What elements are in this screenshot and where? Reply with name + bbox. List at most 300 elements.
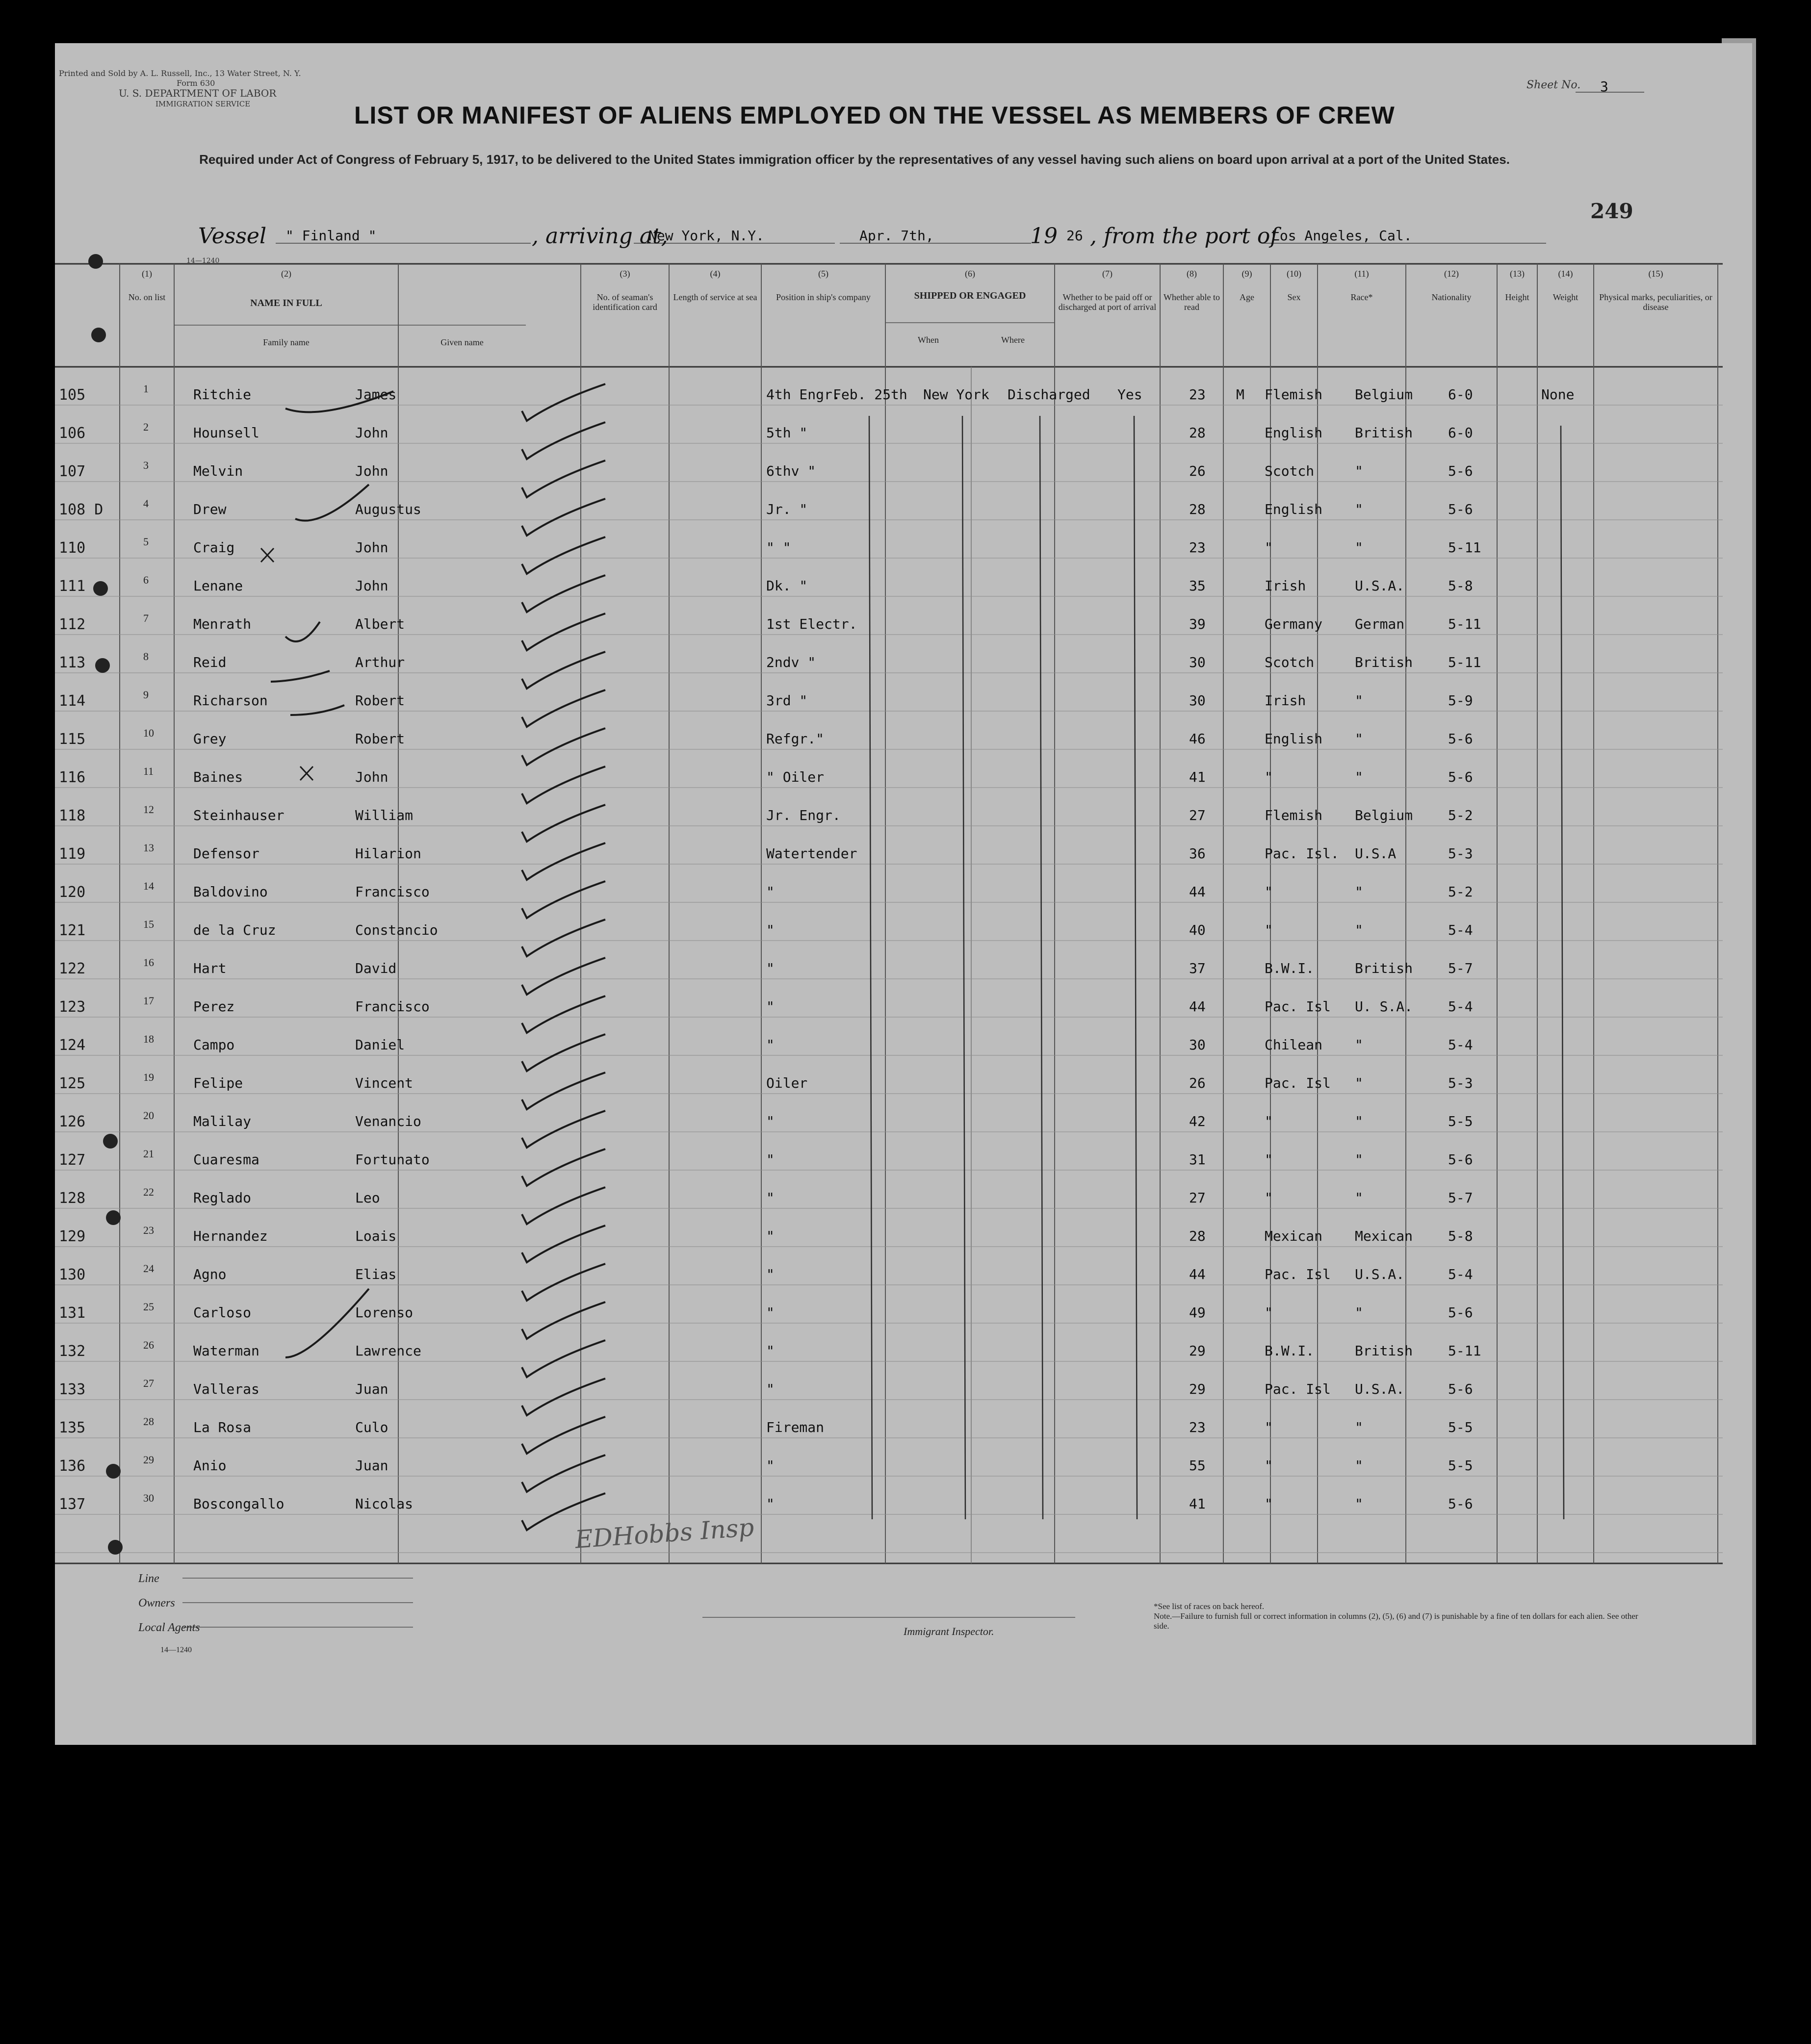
cell-given-name: Venancio [355, 1113, 421, 1129]
cell-age: 42 [1189, 1113, 1206, 1129]
check-mark-icon [522, 1149, 605, 1186]
cell-age: 46 [1189, 731, 1206, 747]
cell-position: " [766, 1228, 775, 1244]
column-number: (7) [1102, 269, 1112, 279]
cell-height: 5-7 [1448, 1190, 1473, 1206]
arrival-date: Apr. 7th, [859, 228, 934, 244]
cell-race: Mexican [1265, 1228, 1323, 1244]
cell-race: Germany [1265, 616, 1323, 632]
cell-age: 27 [1189, 807, 1206, 823]
check-mark-icon [285, 622, 320, 641]
cell-nationality: U.S.A [1355, 845, 1397, 862]
check-mark-icon [522, 613, 605, 650]
cell-nationality: U. S.A. [1355, 998, 1413, 1015]
column-number: (4) [710, 269, 721, 279]
cell-position: " [766, 1266, 775, 1282]
inspector-label: Immigrant Inspector. [904, 1625, 994, 1637]
column-number: (14) [1558, 269, 1573, 279]
cell-position: " [766, 998, 775, 1015]
cell-height: 5-11 [1448, 1343, 1481, 1359]
cell-height: 5-2 [1448, 884, 1473, 900]
cell-given-name: Loais [355, 1228, 397, 1244]
cell-list-number: 2 [143, 421, 149, 433]
cell-height: 5-6 [1448, 1381, 1473, 1397]
column-header: Sex [1287, 292, 1301, 302]
cell-given-name: Constancio [355, 922, 438, 938]
cell-given-name: Augustus [355, 501, 421, 517]
column-header: Weight [1552, 292, 1578, 302]
cell-race: " [1265, 539, 1273, 556]
cell-race: Flemish [1265, 386, 1323, 403]
cell-position: " [766, 1457, 775, 1474]
cell-list-number: 21 [143, 1148, 154, 1160]
check-mark-icon [522, 652, 605, 689]
cell-age: 44 [1189, 998, 1206, 1015]
column-header: Position in ship's company [776, 292, 871, 302]
cell-family-name: Reid [193, 654, 227, 670]
check-mark-icon [522, 766, 605, 803]
cell-margin-number: 123 [59, 998, 86, 1016]
cell-list-number: 19 [143, 1071, 154, 1083]
column-header: No. on list [128, 292, 166, 302]
cell-race: Pac. Isl [1265, 1381, 1331, 1397]
cell-family-name: Hounsell [193, 425, 259, 441]
cell-margin-number: 110 [59, 539, 86, 557]
cell-list-number: 16 [143, 956, 154, 969]
cell-list-number: 15 [143, 918, 154, 930]
check-mark-icon [522, 1226, 605, 1262]
punch-hole [88, 254, 103, 269]
cell-height: 5-3 [1448, 1075, 1473, 1091]
cell-position: Dk. " [766, 578, 808, 594]
cell-list-number: 26 [143, 1339, 154, 1351]
cell-nationality: " [1355, 1113, 1363, 1129]
check-mark-icon [522, 1302, 605, 1339]
sheet-number: 3 [1600, 78, 1608, 95]
cell-sex: M [1236, 386, 1244, 403]
from-label: , from the port of [1090, 224, 1278, 249]
cell-age: 28 [1189, 425, 1206, 441]
cell-list-number: 28 [143, 1415, 154, 1428]
cell-list-number: 25 [143, 1301, 154, 1313]
cell-nationality: " [1355, 769, 1363, 785]
cell-height: 5-4 [1448, 1037, 1473, 1053]
column-subheader: Family name [263, 337, 310, 347]
check-mark-icon [522, 1264, 605, 1301]
cell-age: 29 [1189, 1343, 1206, 1359]
cell-nationality: " [1355, 1496, 1363, 1512]
cell-list-number: 6 [143, 574, 149, 586]
manifest-sheet [55, 43, 1752, 1745]
cell-height: 5-6 [1448, 1151, 1473, 1168]
cell-list-number: 12 [143, 803, 154, 816]
punch-hole [91, 328, 106, 342]
arriving-label: , arriving at, [532, 224, 668, 249]
vessel-name: " Finland " [285, 228, 377, 244]
check-mark-icon [522, 499, 605, 536]
cell-given-name: Juan [355, 1381, 388, 1397]
column-header: Physical marks, peculiarities, or disease [1599, 292, 1712, 312]
cell-height: 5-5 [1448, 1419, 1473, 1435]
cell-list-number: 11 [143, 765, 154, 777]
cell-position: " [766, 1037, 775, 1053]
cell-family-name: Carloso [193, 1304, 252, 1321]
cell-family-name: Hernandez [193, 1228, 268, 1244]
cell-given-name: Albert [355, 616, 405, 632]
punch-hole [103, 1134, 118, 1149]
cell-height: 5-5 [1448, 1457, 1473, 1474]
cell-given-name: Juan [355, 1457, 388, 1474]
cell-race: Pac. Isl [1265, 998, 1331, 1015]
cell-nationality: British [1355, 960, 1413, 976]
cell-margin-number: 128 [59, 1190, 86, 1207]
cell-list-number: 4 [143, 497, 149, 510]
cell-race: B.W.I. [1265, 960, 1315, 976]
owners-label: Owners [138, 1597, 175, 1610]
cell-height: 5-6 [1448, 769, 1473, 785]
cell-margin-number: 108 D [59, 501, 103, 518]
check-mark-icon [522, 537, 605, 574]
cell-margin-number: 129 [59, 1228, 86, 1245]
cell-list-number: 17 [143, 995, 154, 1007]
cell-age: 40 [1189, 922, 1206, 938]
check-mark-icon [295, 485, 369, 521]
column-number: (8) [1187, 269, 1197, 279]
check-mark-icon [522, 1187, 605, 1224]
check-mark-icon [522, 1379, 605, 1415]
x-mark-icon [261, 548, 274, 562]
cell-discharge-status: Discharged [1008, 386, 1090, 403]
cell-family-name: Agno [193, 1266, 227, 1282]
form-code: 14—1240 [186, 257, 220, 265]
cell-age: 23 [1189, 1419, 1206, 1435]
cell-height: 5-8 [1448, 578, 1473, 594]
cell-given-name: Francisco [355, 884, 430, 900]
check-mark-icon [522, 460, 605, 497]
cell-given-name: Fortunato [355, 1151, 430, 1168]
cell-position: " [766, 960, 775, 976]
cell-height: 5-9 [1448, 692, 1473, 709]
vessel-label: Vessel [198, 224, 267, 249]
cell-margin-number: 106 [59, 425, 86, 442]
check-mark-icon [522, 843, 605, 880]
cell-family-name: Waterman [193, 1343, 259, 1359]
cell-race: English [1265, 425, 1323, 441]
cell-age: 26 [1189, 463, 1206, 479]
punch-hole [95, 658, 110, 673]
cell-height: 5-4 [1448, 1266, 1473, 1282]
cell-family-name: Felipe [193, 1075, 243, 1091]
column-number: (3) [620, 269, 630, 279]
cell-position: Jr. " [766, 501, 808, 517]
cell-margin-number: 130 [59, 1266, 86, 1283]
cell-age: 41 [1189, 1496, 1206, 1512]
cell-height: 5-2 [1448, 807, 1473, 823]
cell-given-name: David [355, 960, 397, 976]
cell-height: 5-3 [1448, 845, 1473, 862]
cell-list-number: 23 [143, 1224, 154, 1236]
cell-family-name: Ritchie [193, 386, 252, 403]
cell-shipped-where: New York [923, 386, 989, 403]
column-number: (15) [1648, 269, 1663, 279]
cell-position: " [766, 1190, 775, 1206]
cell-race: " [1265, 1190, 1273, 1206]
cell-list-number: 5 [143, 536, 149, 548]
cell-list-number: 30 [143, 1492, 154, 1504]
cell-given-name: Hilarion [355, 845, 421, 862]
cell-position: 4th Engr. [766, 386, 841, 403]
cell-family-name: Campo [193, 1037, 235, 1053]
cell-height: 5-6 [1448, 1304, 1473, 1321]
cell-race: English [1265, 731, 1323, 747]
cell-age: 44 [1189, 884, 1206, 900]
column-number: (2) [281, 269, 291, 279]
sheet-label: Sheet No. [1526, 79, 1581, 91]
cell-nationality: " [1355, 539, 1363, 556]
cell-family-name: Baldovino [193, 884, 268, 900]
cell-position: " [766, 884, 775, 900]
cell-position: Watertender [766, 845, 857, 862]
from-port: Los Angeles, Cal. [1271, 228, 1412, 244]
check-mark-icon [522, 728, 605, 765]
cell-margin-number: 124 [59, 1037, 86, 1054]
cell-height: 5-11 [1448, 616, 1481, 632]
footer-form-code: 14—1240 [160, 1646, 192, 1654]
cell-race: " [1265, 769, 1273, 785]
check-mark-icon [522, 575, 605, 612]
cell-family-name: Defensor [193, 845, 259, 862]
cell-list-number: 27 [143, 1377, 154, 1389]
cell-given-name: Robert [355, 731, 405, 747]
column-header: Nationality [1431, 292, 1472, 302]
check-mark-icon [522, 996, 605, 1033]
cell-age: 41 [1189, 769, 1206, 785]
cell-family-name: Richarson [193, 692, 268, 709]
cell-list-number: 3 [143, 459, 149, 471]
cell-given-name: Lorenso [355, 1304, 414, 1321]
cell-given-name: Francisco [355, 998, 430, 1015]
column-subheader: Given name [440, 337, 484, 347]
cell-margin-number: 121 [59, 922, 86, 939]
column-number: (9) [1242, 269, 1252, 279]
column-number: (11) [1354, 269, 1369, 279]
column-number: (10) [1287, 269, 1301, 279]
cell-family-name: Baines [193, 769, 243, 785]
cell-height: 5-4 [1448, 998, 1473, 1015]
column-number: (13) [1510, 269, 1525, 279]
cell-margin-number: 125 [59, 1075, 86, 1092]
column-header: Age [1240, 292, 1254, 302]
cell-given-name: Nicolas [355, 1496, 414, 1512]
cell-margin-number: 115 [59, 731, 86, 748]
cell-list-number: 20 [143, 1109, 154, 1122]
cell-family-name: Reglado [193, 1190, 252, 1206]
cell-nationality: Mexican [1355, 1228, 1413, 1244]
cell-family-name: de la Cruz [193, 922, 276, 938]
cell-family-name: Anio [193, 1457, 227, 1474]
column-header: NAME IN FULL [250, 298, 322, 308]
cell-nationality: German [1355, 616, 1405, 632]
year-prefix: 19 [1030, 224, 1058, 249]
cell-position: " [766, 1381, 775, 1397]
check-mark-icon [285, 391, 393, 412]
column-number: (1) [142, 269, 152, 279]
punch-hole [108, 1540, 123, 1555]
cell-race: " [1265, 922, 1273, 938]
check-mark-icon [522, 384, 605, 421]
cell-family-name: Menrath [193, 616, 252, 632]
cell-position: " [766, 1343, 775, 1359]
cell-nationality: U.S.A. [1355, 1381, 1405, 1397]
cell-family-name: Steinhauser [193, 807, 285, 823]
cell-margin-number: 116 [59, 769, 86, 786]
cell-position: " [766, 1304, 775, 1321]
cell-given-name: John [355, 425, 388, 441]
cell-race: Scotch [1265, 463, 1315, 479]
cell-age: 30 [1189, 1037, 1206, 1053]
cell-age: 29 [1189, 1381, 1206, 1397]
cell-margin-number: 112 [59, 616, 86, 633]
column-header: Height [1505, 292, 1529, 302]
check-mark-icon [290, 705, 344, 715]
cell-height: 5-4 [1448, 922, 1473, 938]
cell-position: 3rd " [766, 692, 808, 709]
column-number: (6) [965, 269, 975, 279]
cell-nationality: Belgium [1355, 386, 1413, 403]
cell-given-name: John [355, 578, 388, 594]
cell-nationality: " [1355, 1419, 1363, 1435]
column-header: Whether to be paid off or discharged at port of arrival [1058, 292, 1157, 312]
cell-position: " [766, 922, 775, 938]
cell-nationality: British [1355, 654, 1413, 670]
cell-family-name: Lenane [193, 578, 243, 594]
cell-margin-number: 133 [59, 1381, 86, 1398]
check-mark-icon [522, 1111, 605, 1148]
punch-hole [106, 1464, 121, 1479]
cell-margin-number: 107 [59, 463, 86, 480]
cell-race: Pac. Isl. [1265, 845, 1339, 862]
cell-margin-number: 114 [59, 692, 86, 710]
cell-margin-number: 105 [59, 386, 86, 404]
cell-race: " [1265, 884, 1273, 900]
cell-given-name: Vincent [355, 1075, 414, 1091]
cell-margin-number: 111 [59, 578, 86, 595]
department-label: U. S. DEPARTMENT OF LABOR [119, 87, 277, 99]
cell-age: 36 [1189, 845, 1206, 862]
cell-position: 6thv " [766, 463, 816, 479]
cell-height: 5-6 [1448, 731, 1473, 747]
local-agents-label: Local Agents [138, 1621, 200, 1634]
cell-race: " [1265, 1457, 1273, 1474]
column-header: Race* [1350, 292, 1373, 302]
cell-nationality: " [1355, 1304, 1363, 1321]
cell-race: Flemish [1265, 807, 1323, 823]
cell-family-name: Cuaresma [193, 1151, 259, 1168]
cell-family-name: Grey [193, 731, 227, 747]
cell-position: Fireman [766, 1419, 825, 1435]
cell-height: 5-7 [1448, 960, 1473, 976]
cell-nationality: " [1355, 1075, 1363, 1091]
cell-age: 37 [1189, 960, 1206, 976]
cell-margin-number: 122 [59, 960, 86, 977]
cell-list-number: 22 [143, 1186, 154, 1198]
check-mark-icon [522, 1340, 605, 1377]
check-mark-icon [522, 1073, 605, 1109]
cell-height: 5-6 [1448, 1496, 1473, 1512]
cell-nationality: U.S.A. [1355, 1266, 1405, 1282]
cell-given-name: William [355, 807, 414, 823]
cell-list-number: 8 [143, 650, 149, 663]
cell-height: 5-6 [1448, 463, 1473, 479]
cell-age: 28 [1189, 501, 1206, 517]
handwritten-marks [55, 43, 1752, 1745]
cell-family-name: Drew [193, 501, 227, 517]
cell-given-name: Leo [355, 1190, 380, 1206]
cell-nationality: " [1355, 1151, 1363, 1168]
cell-age: 44 [1189, 1266, 1206, 1282]
cell-age: 49 [1189, 1304, 1206, 1321]
cell-position: " [766, 1113, 775, 1129]
check-mark-icon [522, 1417, 605, 1454]
requirement-text: Required under Act of Congress of February 5, 1917, to be delivered to the United States immigration officer by the representatives of any vessel having such aliens on board upon arrival at a port of the United States. [199, 152, 1510, 167]
cell-age: 23 [1189, 386, 1206, 403]
cell-race: Pac. Isl [1265, 1075, 1331, 1091]
races-note: *See list of races on back hereof. [1154, 1602, 1265, 1611]
manifest-title: LIST OR MANIFEST OF ALIENS EMPLOYED ON THE VESSEL AS MEMBERS OF CREW [354, 102, 1395, 129]
column-header: SHIPPED OR ENGAGED [914, 290, 1026, 301]
cell-nationality: Belgium [1355, 807, 1413, 823]
cell-family-name: Hart [193, 960, 227, 976]
page-number: 249 [1590, 199, 1633, 223]
cell-margin-number: 136 [59, 1457, 86, 1475]
cell-race: Scotch [1265, 654, 1315, 670]
cell-family-name: La Rosa [193, 1419, 252, 1435]
cell-given-name: Culo [355, 1419, 388, 1435]
cell-age: 31 [1189, 1151, 1206, 1168]
check-mark-icon [522, 881, 605, 918]
punch-hole [106, 1210, 121, 1225]
arriving-port: New York, N.Y. [648, 228, 765, 244]
cell-list-number: 13 [143, 842, 154, 854]
cell-position: 2ndv " [766, 654, 816, 670]
cell-list-number: 9 [143, 689, 149, 701]
cell-given-name: Daniel [355, 1037, 405, 1053]
cell-nationality: " [1355, 692, 1363, 709]
cell-height: 5-11 [1448, 539, 1481, 556]
cell-height: 5-11 [1448, 654, 1481, 670]
cell-list-number: 18 [143, 1033, 154, 1045]
cell-margin-number: 120 [59, 884, 86, 901]
cell-position: 5th " [766, 425, 808, 441]
check-mark-icon [522, 1034, 605, 1071]
check-mark-icon [285, 1289, 369, 1357]
cell-given-name: John [355, 463, 388, 479]
printer-line: Printed and Sold by A. L. Russell, Inc., 13 Water Street, N. Y. [59, 69, 301, 78]
cell-list-number: 10 [143, 727, 154, 739]
cell-family-name: Malilay [193, 1113, 252, 1129]
cell-race: " [1265, 1151, 1273, 1168]
cell-position: Refgr." [766, 731, 825, 747]
form-number: Form 630 [177, 78, 215, 88]
cell-given-name: Arthur [355, 654, 405, 670]
cell-able-to-read: Yes [1117, 386, 1142, 403]
cell-margin-number: 118 [59, 807, 86, 824]
cell-given-name: Robert [355, 692, 405, 709]
check-mark-icon [522, 920, 605, 956]
cell-position: " Oiler [766, 769, 825, 785]
cell-nationality: British [1355, 1343, 1413, 1359]
check-mark-icon [522, 1455, 605, 1492]
